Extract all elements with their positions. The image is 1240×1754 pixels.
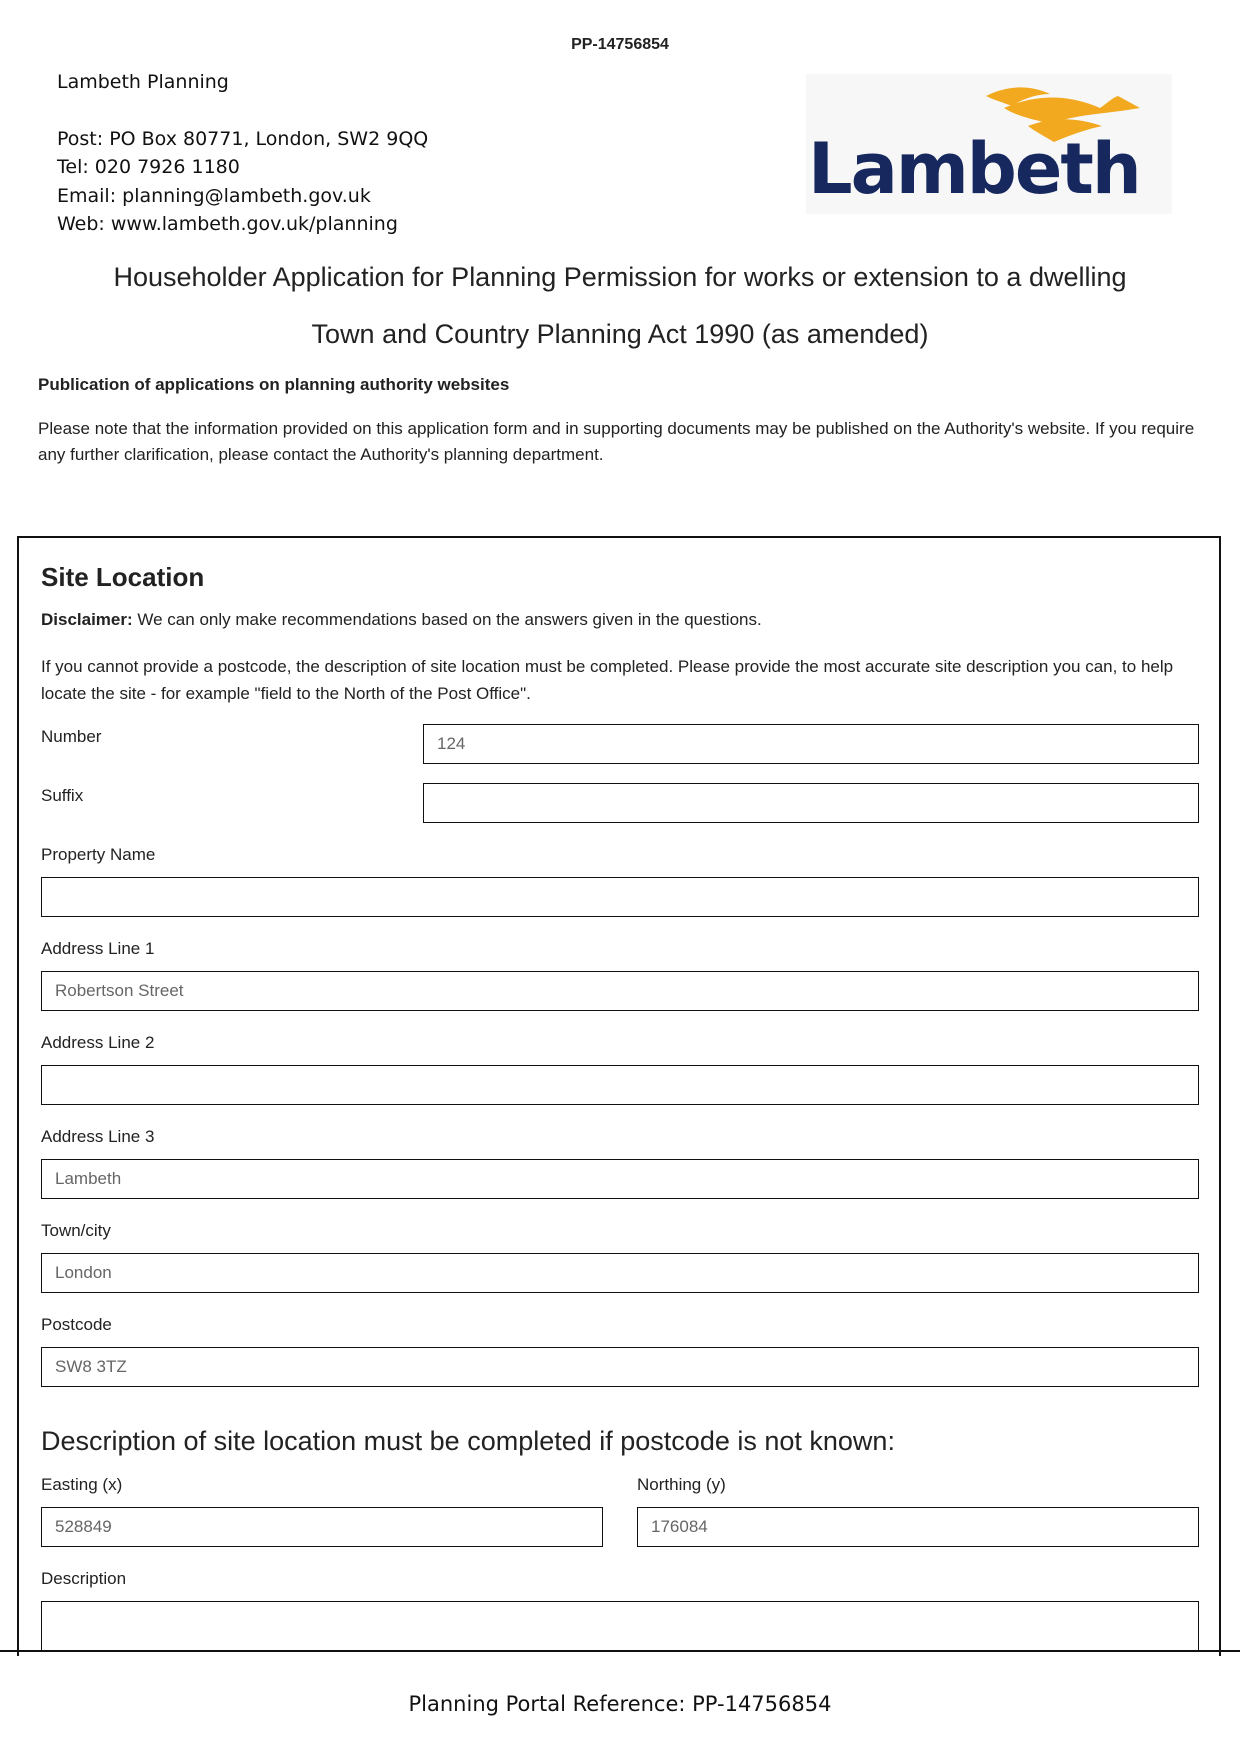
disclaimer-text: We can only make recommendations based on the answers given in the questions.	[132, 610, 762, 629]
authority-web: Web: www.lambeth.gov.uk/planning	[57, 213, 398, 235]
footer-reference: Planning Portal Reference: PP-14756854	[408, 1692, 832, 1716]
description-textarea[interactable]	[41, 1601, 1199, 1650]
logo-wordmark: Lambeth	[808, 128, 1140, 210]
authority-name: Lambeth Planning	[57, 71, 229, 93]
address-line-2-label: Address Line 2	[41, 1033, 155, 1052]
footer-divider	[0, 1650, 1240, 1652]
address-line-1-label: Address Line 1	[41, 939, 155, 958]
authority-email: Email: planning@lambeth.gov.uk	[57, 184, 371, 207]
publication-heading: Publication of applications on planning authority websites	[38, 375, 510, 394]
lambeth-logo	[806, 74, 1172, 214]
postcode-field[interactable]: SW8 3TZ	[41, 1347, 1199, 1387]
town-city-field[interactable]: London	[41, 1253, 1199, 1293]
form-title: Householder Application for Planning Permission for works or extension to a dwelling	[113, 262, 1127, 292]
authority-contact-block	[57, 68, 428, 239]
postcode-label: Postcode	[41, 1315, 112, 1334]
northing-label: Northing (y)	[637, 1475, 726, 1494]
section-title: Site Location	[41, 562, 205, 592]
address-line-3-field[interactable]: Lambeth	[41, 1159, 1199, 1199]
address-line-2-field[interactable]	[41, 1065, 1199, 1105]
address-line-3-label: Address Line 3	[41, 1127, 155, 1146]
easting-field[interactable]: 528849	[41, 1507, 603, 1547]
publication-text: Please note that the information provided on this application form and in supporting documents may be published on the Authority's website. If you require any further clarification, please contact the Authority's planning department.	[38, 419, 1195, 464]
document-reference: PP-14756854	[571, 36, 669, 53]
disclaimer-label: Disclaimer:	[41, 610, 133, 629]
form-act: Town and Country Planning Act 1990 (as amended)	[311, 319, 929, 349]
authority-post: Post: PO Box 80771, London, SW2 9QQ	[57, 127, 429, 150]
site-instructions: If you cannot provide a postcode, the description of site location must be completed. Please provide the most accurate site description you can, to help locate the site - for example "field to the North of the Post Office".	[41, 657, 1174, 703]
easting-label: Easting (x)	[41, 1475, 123, 1494]
property-name-field[interactable]	[41, 877, 1199, 917]
disclaimer	[41, 610, 762, 630]
description-label: Description	[41, 1569, 127, 1588]
town-city-label: Town/city	[41, 1221, 111, 1240]
property-name-label: Property Name	[41, 845, 156, 864]
suffix-field[interactable]	[423, 783, 1199, 823]
address-line-1-field[interactable]: Robertson Street	[41, 971, 1199, 1011]
number-field[interactable]: 124	[423, 724, 1199, 764]
northing-field[interactable]: 176084	[637, 1507, 1199, 1547]
number-label: Number	[41, 727, 102, 746]
authority-tel: Tel: 020 7926 1180	[57, 156, 240, 178]
suffix-label: Suffix	[41, 786, 84, 805]
description-subheading: Description of site location must be completed if postcode is not known:	[41, 1426, 895, 1456]
